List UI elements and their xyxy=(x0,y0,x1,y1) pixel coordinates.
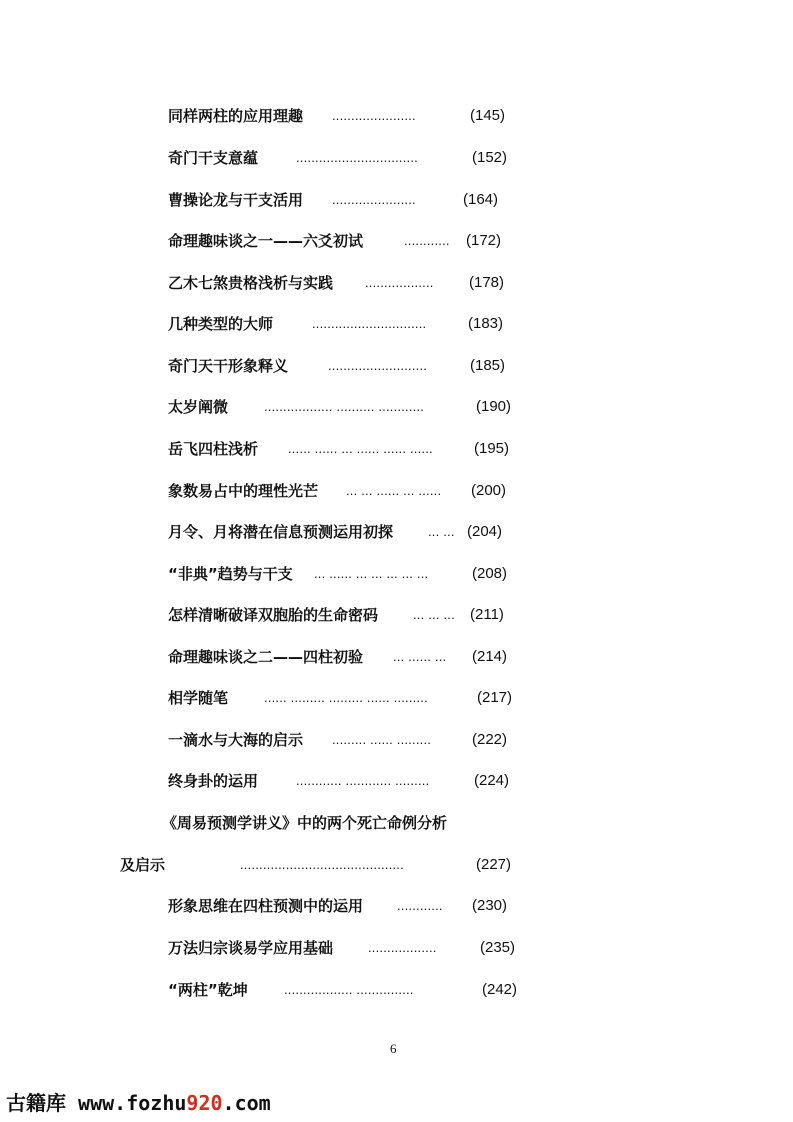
toc-entry xyxy=(0,229,793,253)
toc-entry xyxy=(0,479,793,503)
toc-leader-dots: ................................ xyxy=(296,150,418,165)
toc-page-number: (185) xyxy=(470,357,506,374)
watermark-url-suffix: .com xyxy=(222,1091,271,1115)
toc-leader-dots: ...... ......... ......... ...... ......... xyxy=(264,690,428,705)
watermark-url-prefix: www.fozhu xyxy=(78,1091,187,1115)
toc-entry xyxy=(0,520,793,544)
toc-page-number: (183) xyxy=(468,315,504,332)
toc-entry xyxy=(0,978,793,1002)
page-number: 6 xyxy=(390,1041,397,1056)
toc-leader-dots: ............ ............ ......... xyxy=(296,773,430,788)
site-watermark xyxy=(6,1087,271,1116)
toc-page-number: (227) xyxy=(476,856,512,873)
toc-entry-title: 命理趣味谈之二——四柱初验 xyxy=(168,648,364,666)
toc-page-number: (172) xyxy=(466,232,502,249)
toc-entry-title: 相学随笔 xyxy=(168,689,229,707)
toc-leader-dots: .............................. xyxy=(312,316,427,331)
toc-entry-title: 象数易占中的理性光芒 xyxy=(168,482,319,500)
toc-entry-title: 终身卦的运用 xyxy=(168,772,259,790)
toc-page-number: (211) xyxy=(470,606,504,623)
toc-leader-dots: .................. .......... ............ xyxy=(264,399,425,414)
toc-leader-dots: ........................................... xyxy=(240,857,404,872)
toc-leader-dots: ... ...... ... ... ... ... ... xyxy=(314,566,429,581)
toc-entry xyxy=(0,395,793,419)
toc-entry-title: 奇门天干形象释义 xyxy=(168,357,289,375)
toc-entry-title: 太岁阐微 xyxy=(168,398,229,416)
toc-leader-dots: ...................... xyxy=(332,108,416,123)
toc-entry xyxy=(0,645,793,669)
toc-page-number: (190) xyxy=(476,398,512,415)
toc-page-number: (224) xyxy=(474,772,510,789)
toc-entry-title-continuation: 及启示 xyxy=(120,856,166,874)
toc-leader-dots: ...... ...... ... ...... ...... ...... xyxy=(288,441,433,456)
toc-page-number: (195) xyxy=(474,440,510,457)
toc-entry-title: 岳飞四柱浅析 xyxy=(168,440,259,458)
toc-entry xyxy=(0,894,793,918)
toc-entry-title: 怎样清晰破译双胞胎的生命密码 xyxy=(168,606,379,624)
toc-entry-title: 奇门干支意蕴 xyxy=(168,149,259,167)
toc-entry xyxy=(0,769,793,793)
toc-entry-title: 命理趣味谈之一——六爻初试 xyxy=(168,232,364,250)
toc-leader-dots: ......... ...... ......... xyxy=(332,732,432,747)
toc-entry-title: 形象思维在四柱预测中的运用 xyxy=(168,897,364,915)
watermark-name: 古籍库 xyxy=(6,1091,66,1115)
toc-entry-continuation xyxy=(0,853,793,877)
toc-leader-dots: ... ... ... xyxy=(413,607,455,622)
toc-page-number: (178) xyxy=(469,274,505,291)
toc-leader-dots: ...................... xyxy=(332,192,416,207)
toc-page-number: (164) xyxy=(463,191,499,208)
toc-entry xyxy=(0,146,793,170)
toc-entry xyxy=(0,188,793,212)
toc-page-number: (242) xyxy=(482,981,518,998)
toc-leader-dots: ............ xyxy=(397,898,443,913)
toc-page-number: (235) xyxy=(480,939,516,956)
toc-entry xyxy=(0,104,793,128)
toc-entry xyxy=(0,728,793,752)
toc-leader-dots: ... ... ...... ... ...... xyxy=(346,483,442,498)
toc-page-number: (214) xyxy=(472,648,508,665)
toc-entry xyxy=(0,312,793,336)
toc-entry xyxy=(0,936,793,960)
toc-entry-title: 曹操论龙与干支活用 xyxy=(168,191,304,209)
toc-entry-title: 《周易预测学讲义》中的两个死亡命例分析 xyxy=(162,814,448,832)
toc-page-number: (200) xyxy=(471,482,507,499)
toc-entry xyxy=(0,437,793,461)
toc-page-number: (217) xyxy=(477,689,513,706)
toc-leader-dots: .................. xyxy=(368,940,437,955)
toc-entry-title: 乙木七煞贵格浅析与实践 xyxy=(168,274,334,292)
toc-entry-title: 几种类型的大师 xyxy=(168,315,274,333)
toc-page-number: (204) xyxy=(467,523,503,540)
toc-page-number: (230) xyxy=(472,897,508,914)
toc-entry-title: 一滴水与大海的启示 xyxy=(168,731,304,749)
toc-entry-title: 万法归宗谈易学应用基础 xyxy=(168,939,334,957)
toc-leader-dots: .......................... xyxy=(328,358,428,373)
toc-page-number: (152) xyxy=(472,149,508,166)
toc-entry xyxy=(0,686,793,710)
toc-entry-title: 月令、月将潜在信息预测运用初探 xyxy=(168,523,394,541)
toc-page-number: (208) xyxy=(472,565,508,582)
toc-entry xyxy=(0,271,793,295)
toc-entry xyxy=(0,562,793,586)
toc-leader-dots: .................. ............... xyxy=(284,982,414,997)
toc-entry-title: 同样两柱的应用理趣 xyxy=(168,107,304,125)
toc-page-number: (145) xyxy=(470,107,506,124)
toc-entry-title: “两柱”乾坤 xyxy=(168,981,248,999)
toc-leader-dots: .................. xyxy=(365,275,434,290)
toc-entry xyxy=(0,354,793,378)
toc-entry xyxy=(0,603,793,627)
toc-page-number: (222) xyxy=(472,731,508,748)
watermark-url-number: 920 xyxy=(186,1091,223,1115)
toc-leader-dots: ............ xyxy=(404,233,450,248)
toc-leader-dots: ... ... xyxy=(428,524,455,539)
toc-leader-dots: ... ...... ... xyxy=(393,649,447,664)
toc-entry-title: “非典”趋势与干支 xyxy=(168,565,293,583)
